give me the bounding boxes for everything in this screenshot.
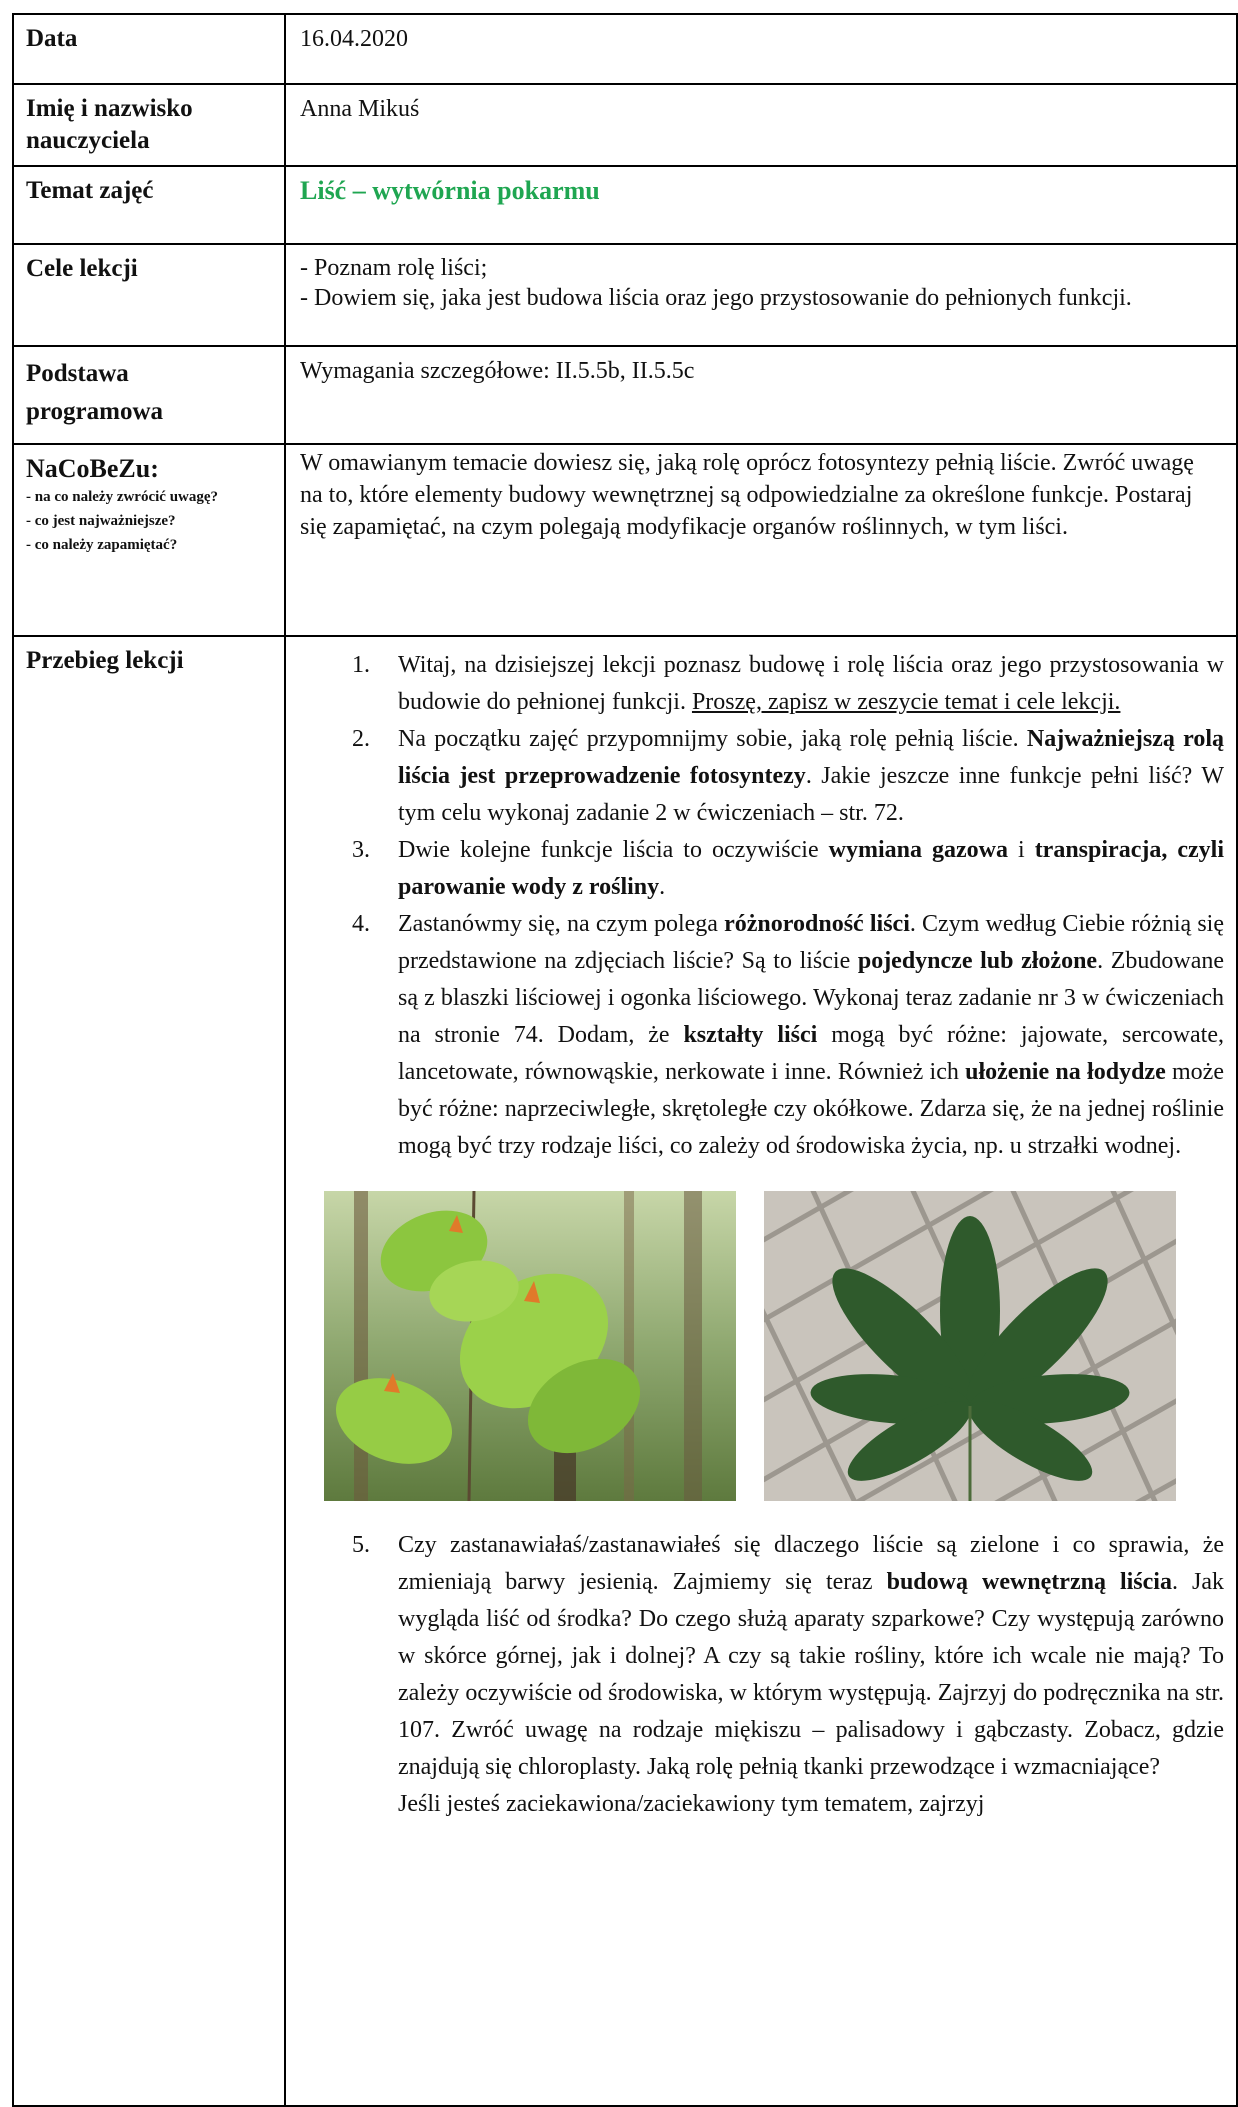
value-curriculum: Wymagania szczegółowe: II.5.5b, II.5.5c [285, 346, 1237, 444]
value-date: 16.04.2020 [285, 14, 1237, 84]
chestnut-leaf-photo [764, 1191, 1176, 1501]
goal-1: - Poznam rolę liści; [300, 255, 488, 281]
label-topic: Temat zajęć [13, 166, 285, 244]
nacobezu-question-3: - co należy zapamiętać? [26, 537, 178, 553]
step-5: 5. Czy zastanawiałaś/zastanawiałeś się dlaczego liście są zielone i co sprawia, że zmieniają barwy jesienią. Zajmiemy się teraz budową wewnętrzną liścia. Jak wygląda liść od środka? Do czego służą aparaty szparkowe? Czy występują zarówno w skórce górnej, jak i dolnej? A czy są takie rośliny, które ich wcale nie mają? To zależy oczywiście od środowiska, w którym występują. Zajrzyj do podręcznika na str. 107. Zwróć uwagę na rodzaje miękiszu – palisadowy i gąbczasty. Zobacz, gdzie znajdują się chloroplasty. Jaką rolę pełnią tkanki przewodzące i wzmacniające? [352, 1532, 1224, 1780]
value-lesson-flow [285, 636, 1237, 2106]
step-4: 4. Zastanówmy się, na czym polega różnorodność liści. Czym według Ciebie różnią się przedstawione na zdjęciach liście? Są to liście pojedyncze lub złożone. Zbudowane są z blaszki liściowej i ogonka liściowego. Wykonaj teraz zadanie nr 3 w ćwiczeniach na stronie 74. Dodam, że kształty liści mogą być różne: jajowate, sercowate, lancetowate, równowąskie, nerkowate i inne. Również ich ułożenie na łodydze może być różne: naprzeciwległe, skrętoległe czy okółkowe. Zdarza się, że na jednej roślinie mogą być trzy rodzaje liści, co zależy od środowiska życia, np. u strzałki wodnej. [352, 911, 1224, 1159]
value-goals [285, 244, 1237, 346]
value-topic [285, 166, 1237, 244]
nacobezu-question-2: - co jest najważniejsze? [26, 513, 176, 529]
nacobezu-title: NaCoBeZu: [26, 454, 159, 483]
lesson-steps [286, 637, 1224, 1165]
topic-title: Liść – wytwórnia pokarmu [300, 176, 600, 205]
label-teacher: Imię i nazwisko nauczyciela [13, 84, 285, 166]
goal-2: - Dowiem się, jaka jest budowa liścia oraz jego przystosowanie do pełnionych funkcji. [300, 285, 1132, 311]
step-3: 3. Dwie kolejne funkcje liścia to oczywiście wymiana gazowa i transpiracja, czyli parowanie wody z rośliny. [352, 837, 1224, 900]
label-lesson-flow: Przebieg lekcji [13, 636, 285, 2106]
label-nacobezu [13, 444, 285, 636]
leaf-photos [286, 1165, 1224, 1527]
beech-leaves-photo [324, 1191, 736, 1501]
lesson-plan-table [12, 13, 1238, 2107]
step-1: 1. Witaj, na dzisiejszej lekcji poznasz budowę i rolę liścia oraz jego przystosowania w budowie do pełnionej funkcji. Proszę, zapisz w zeszycie temat i cele lekcji. [352, 652, 1224, 715]
value-teacher: Anna Mikuś [285, 84, 1237, 166]
lesson-steps-continued [286, 1527, 1224, 1823]
step-2: 2. Na początku zajęć przypomnijmy sobie, jaką rolę pełnią liście. Najważniejszą rolą liścia jest przeprowadzenie fotosyntezy. Jakie jeszcze inne funkcje pełni liść? W tym celu wykonaj zadanie 2 w ćwiczeniach – str. 72. [352, 726, 1224, 826]
label-goals: Cele lekcji [13, 244, 285, 346]
label-date: Data [13, 14, 285, 84]
label-curriculum: Podstawa programowa [13, 346, 285, 444]
value-nacobezu: W omawianym temacie dowiesz się, jaką rolę oprócz fotosyntezy pełnią liście. Zwróć uwagę na to, które elementy budowy wewnętrznej są odpowiedzialne za określone funkcje. Postaraj się zapamiętać, na czym polegają modyfikacje organów roślinnych, w tym liści. [285, 444, 1237, 636]
nacobezu-question-1: - na co należy zwrócić uwagę? [26, 489, 219, 505]
step-5-continuation: Jeśli jesteś zaciekawiona/zaciekawiony tym tematem, zajrzyj [398, 1791, 985, 1817]
